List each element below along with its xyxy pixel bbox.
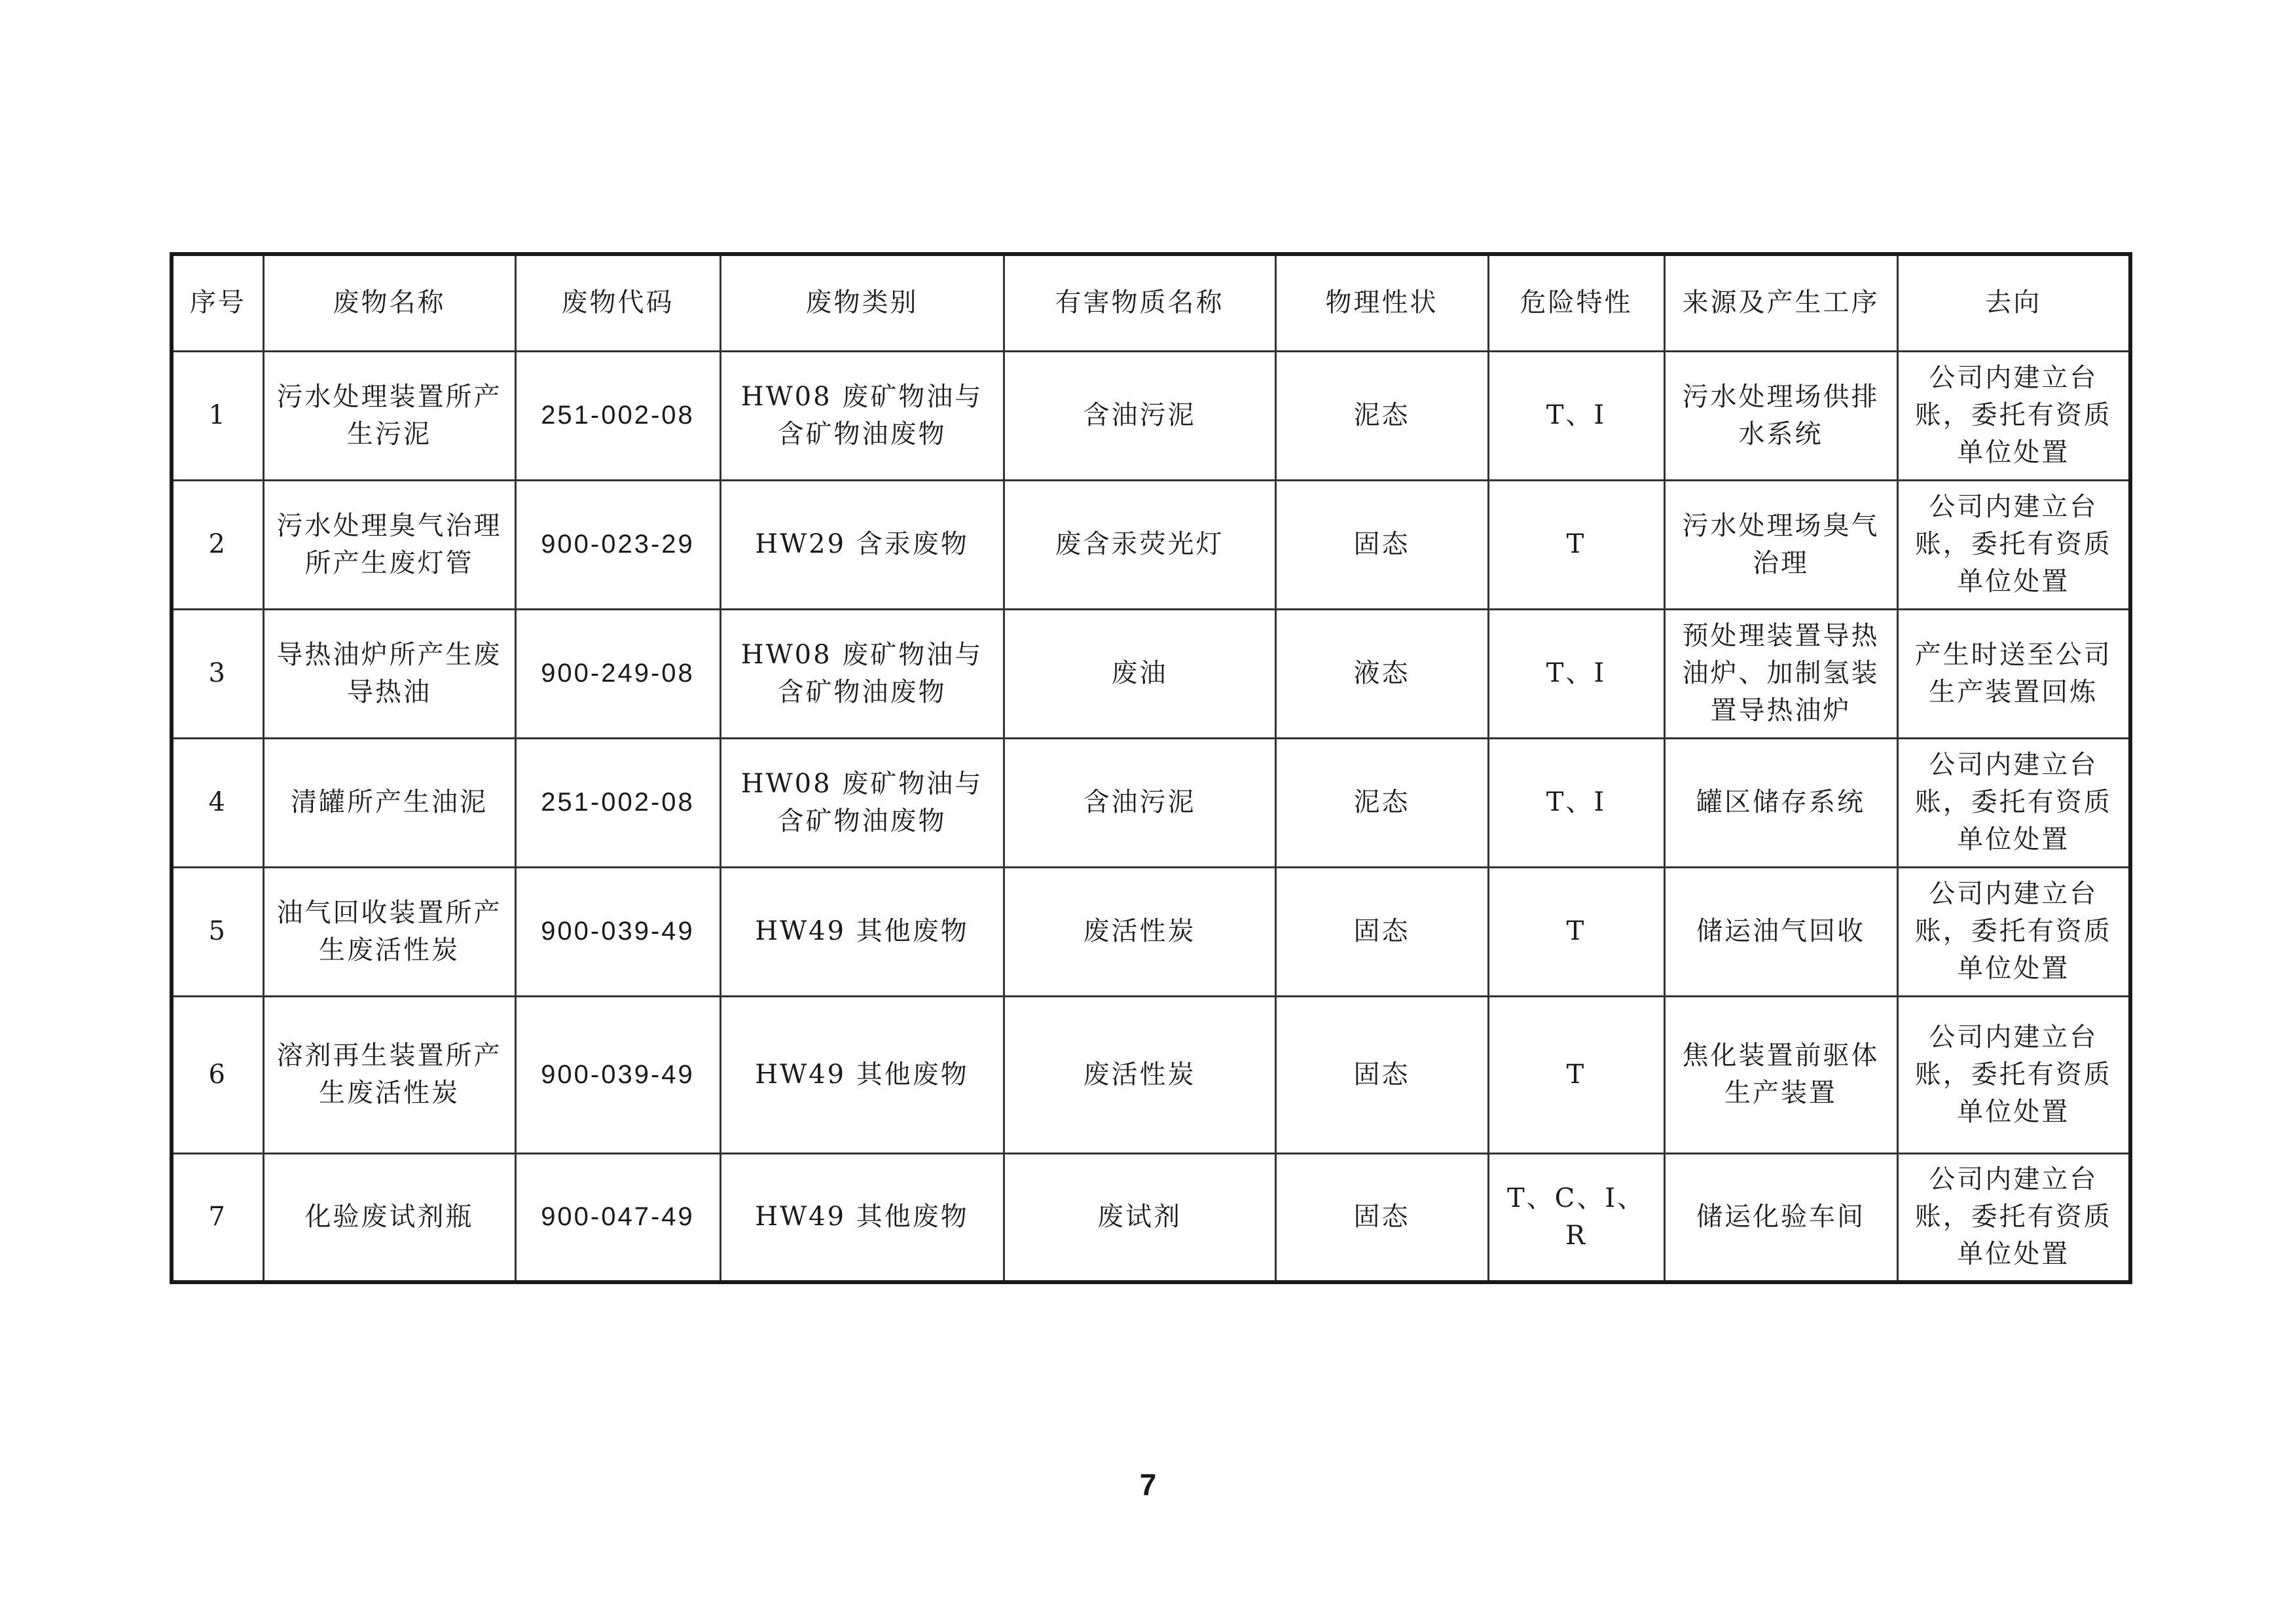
table-row	[172, 867, 2130, 996]
cell-waste-category: HW08 废矿物油与含矿物油废物	[720, 738, 1004, 867]
cell-destination: 公司内建立台账，委托有资质单位处置	[1897, 351, 2130, 480]
header-physical-state: 物理性状	[1275, 254, 1488, 351]
cell-waste-category: HW49 其他废物	[720, 1153, 1004, 1282]
cell-hazard-property: T	[1488, 867, 1664, 996]
cell-physical-state: 泥态	[1275, 738, 1488, 867]
cell-waste-name: 导热油炉所产生废导热油	[263, 609, 515, 738]
cell-hazard-property: T、I	[1488, 351, 1664, 480]
cell-waste-category: HW08 废矿物油与含矿物油废物	[720, 609, 1004, 738]
cell-source-process: 预处理装置导热油炉、加制氢装置导热油炉	[1664, 609, 1897, 738]
cell-waste-name: 清罐所产生油泥	[263, 738, 515, 867]
table-row	[172, 1153, 2130, 1282]
cell-no: 7	[172, 1153, 263, 1282]
table-header-row	[172, 254, 2130, 351]
cell-waste-name: 化验废试剂瓶	[263, 1153, 515, 1282]
cell-destination: 公司内建立台账，委托有资质单位处置	[1897, 1153, 2130, 1282]
cell-waste-name: 污水处理装置所产生污泥	[263, 351, 515, 480]
cell-no: 3	[172, 609, 263, 738]
cell-source-process: 储运化验车间	[1664, 1153, 1897, 1282]
cell-physical-state: 固态	[1275, 480, 1488, 609]
header-waste-code: 废物代码	[515, 254, 720, 351]
cell-hazardous-substance: 含油污泥	[1004, 351, 1275, 480]
cell-hazard-property: T、C、I、R	[1488, 1153, 1664, 1282]
cell-destination: 公司内建立台账，委托有资质单位处置	[1897, 996, 2130, 1153]
cell-no: 5	[172, 867, 263, 996]
cell-waste-code: 900-023-29	[515, 480, 720, 609]
cell-source-process: 污水处理场臭气治理	[1664, 480, 1897, 609]
cell-hazardous-substance: 废活性炭	[1004, 996, 1275, 1153]
cell-waste-code: 900-249-08	[515, 609, 720, 738]
table-row	[172, 996, 2130, 1153]
cell-no: 1	[172, 351, 263, 480]
cell-source-process: 污水处理场供排水系统	[1664, 351, 1897, 480]
cell-no: 6	[172, 996, 263, 1153]
page-number: 7	[1139, 1467, 1157, 1502]
cell-source-process: 焦化装置前驱体生产装置	[1664, 996, 1897, 1153]
cell-hazardous-substance: 废试剂	[1004, 1153, 1275, 1282]
cell-hazard-property: T、I	[1488, 609, 1664, 738]
cell-physical-state: 固态	[1275, 996, 1488, 1153]
cell-waste-category: HW29 含汞废物	[720, 480, 1004, 609]
cell-waste-code: 900-039-49	[515, 996, 720, 1153]
cell-hazard-property: T、I	[1488, 738, 1664, 867]
cell-hazardous-substance: 废含汞荧光灯	[1004, 480, 1275, 609]
cell-physical-state: 液态	[1275, 609, 1488, 738]
header-no: 序号	[172, 254, 263, 351]
cell-destination: 公司内建立台账，委托有资质单位处置	[1897, 738, 2130, 867]
header-hazardous-substance: 有害物质名称	[1004, 254, 1275, 351]
cell-physical-state: 泥态	[1275, 351, 1488, 480]
hazardous-waste-table	[170, 252, 2132, 1284]
cell-physical-state: 固态	[1275, 1153, 1488, 1282]
table-row	[172, 609, 2130, 738]
header-hazard-property: 危险特性	[1488, 254, 1664, 351]
cell-waste-category: HW08 废矿物油与含矿物油废物	[720, 351, 1004, 480]
cell-no: 4	[172, 738, 263, 867]
cell-waste-code: 251-002-08	[515, 351, 720, 480]
cell-hazardous-substance: 废油	[1004, 609, 1275, 738]
cell-destination: 产生时送至公司生产装置回炼	[1897, 609, 2130, 738]
cell-destination: 公司内建立台账，委托有资质单位处置	[1897, 480, 2130, 609]
cell-hazard-property: T	[1488, 996, 1664, 1153]
cell-waste-name: 油气回收装置所产生废活性炭	[263, 867, 515, 996]
cell-waste-category: HW49 其他废物	[720, 996, 1004, 1153]
cell-hazard-property: T	[1488, 480, 1664, 609]
cell-waste-name: 溶剂再生装置所产生废活性炭	[263, 996, 515, 1153]
header-source-process: 来源及产生工序	[1664, 254, 1897, 351]
table-row	[172, 480, 2130, 609]
cell-source-process: 储运油气回收	[1664, 867, 1897, 996]
cell-source-process: 罐区储存系统	[1664, 738, 1897, 867]
cell-waste-name: 污水处理臭气治理所产生废灯管	[263, 480, 515, 609]
cell-waste-category: HW49 其他废物	[720, 867, 1004, 996]
header-destination: 去向	[1897, 254, 2130, 351]
cell-no: 2	[172, 480, 263, 609]
header-waste-category: 废物类别	[720, 254, 1004, 351]
cell-hazardous-substance: 废活性炭	[1004, 867, 1275, 996]
cell-destination: 公司内建立台账，委托有资质单位处置	[1897, 867, 2130, 996]
table-row	[172, 351, 2130, 480]
table-row	[172, 738, 2130, 867]
cell-hazardous-substance: 含油污泥	[1004, 738, 1275, 867]
cell-waste-code: 251-002-08	[515, 738, 720, 867]
cell-waste-code: 900-039-49	[515, 867, 720, 996]
cell-waste-code: 900-047-49	[515, 1153, 720, 1282]
header-waste-name: 废物名称	[263, 254, 515, 351]
cell-physical-state: 固态	[1275, 867, 1488, 996]
